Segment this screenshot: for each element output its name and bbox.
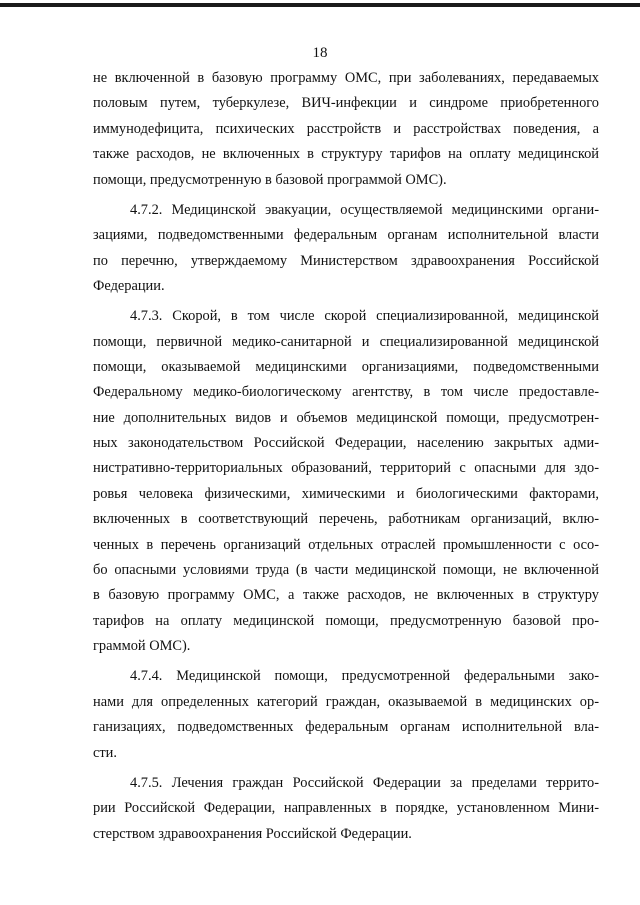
text-line: тарифов на оплату медицинской помощи, предусмотренную базовой про- <box>93 612 599 629</box>
text-line: 4.7.5. Лечения граждан Российской Федерации за пределами террито- <box>130 774 599 791</box>
paragraph-4-7-5 <box>93 771 599 847</box>
text-line: ние дополнительных видов и объемов медицинской помощи, предусмотрен- <box>93 409 599 426</box>
scan-top-border <box>0 3 640 7</box>
paragraph-4-7-4 <box>93 664 599 766</box>
text-line: помощи, предусмотренную в базовой программой ОМС). <box>93 171 447 188</box>
paragraph-4-7-3 <box>93 304 599 659</box>
text-line: нистративно-территориальных образований, территорий с опасными для здо- <box>93 460 599 477</box>
text-line: стерством здравоохранения Российской Федерации. <box>93 825 412 842</box>
page-number: 18 <box>312 45 328 61</box>
text-line: бо опасными условиями труда (в части медицинской помощи, не включенной <box>93 562 599 579</box>
text-line: ных законодательством Российской Федерации, населению закрытых адми- <box>93 435 599 452</box>
text-line: половым путем, туберкулезе, ВИЧ-инфекции и синдроме приобретенного <box>93 95 599 112</box>
text-line: иммунодефицита, психических расстройств и расстройствах поведения, а <box>93 120 599 137</box>
text-line: ровья человека физическими, химическими и биологическими факторами, <box>93 485 599 502</box>
text-line: 4.7.4. Медицинской помощи, предусмотренной федеральными зако- <box>130 668 599 685</box>
text-line: Федеральному медико-биологическому агентству, в том числе предоставле- <box>93 384 599 401</box>
text-line: сти. <box>93 744 117 761</box>
text-line: граммой ОМС). <box>93 638 191 655</box>
text-line: в базовую программу ОМС, а также расходов, не включенных в структуру <box>93 587 599 604</box>
text-line: 4.7.2. Медицинской эвакуации, осуществляемой медицинскими органи- <box>130 201 599 218</box>
text-line: ганизациях, подведомственных федеральным органам исполнительной вла- <box>93 719 599 736</box>
text-line: по перечню, утверждаемому Министерством здравоохранения Российской <box>93 252 599 269</box>
text-line: помощи, оказываемой медицинскими организациями, подведомственными <box>93 358 599 375</box>
text-line: нами для определенных категорий граждан, оказываемой в медицинских ор- <box>93 693 599 710</box>
text-line: Федерации. <box>93 277 165 294</box>
text-line: помощи, первичной медико-санитарной и специализированной медицинской <box>93 333 599 350</box>
text-line: также расходов, не включенных в структуру тарифов на оплату медицинской <box>93 146 599 163</box>
text-line: зациями, подведомственными федеральным органам исполнительной власти <box>93 227 599 244</box>
text-line: ченных в перечень организаций отдельных отраслей промышленности с осо- <box>93 536 599 553</box>
text-line: 4.7.3. Скорой, в том числе скорой специализированной, медицинской <box>130 308 599 325</box>
paragraph-continuation <box>93 66 599 193</box>
text-line: не включенной в базовую программу ОМС, при заболеваниях, передаваемых <box>93 70 599 86</box>
document-body <box>93 66 599 852</box>
text-line: рии Российской Федерации, направленных в порядке, установленном Мини- <box>93 800 599 817</box>
text-line: включенных в соответствующий перечень, работникам организаций, вклю- <box>93 511 599 528</box>
paragraph-4-7-2 <box>93 198 599 300</box>
